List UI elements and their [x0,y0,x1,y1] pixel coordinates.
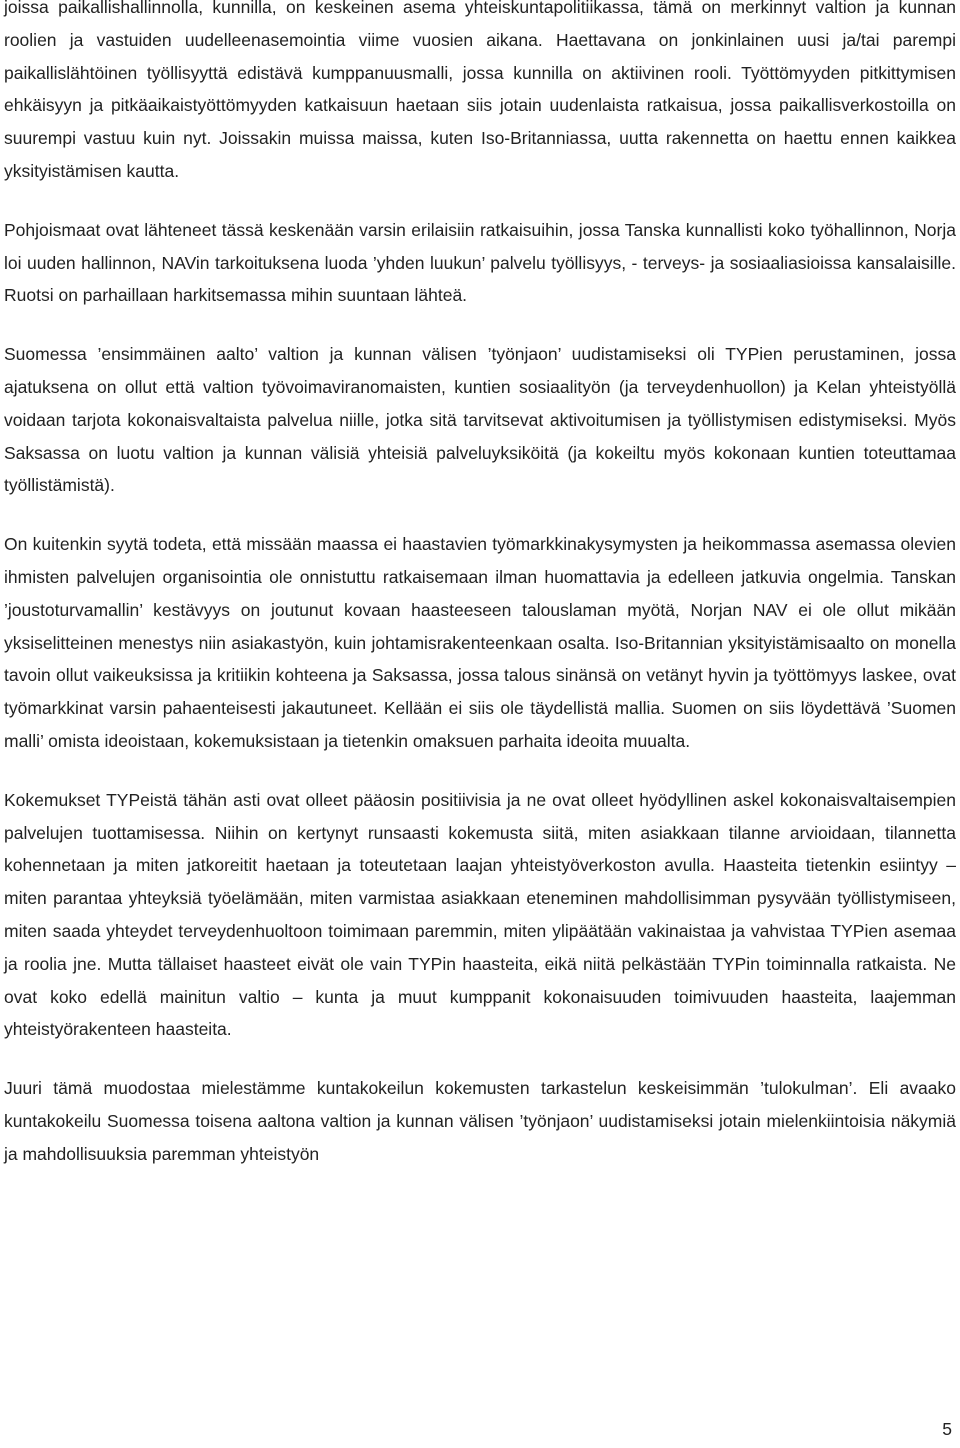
paragraph-2: Pohjoismaat ovat lähteneet tässä keskenään varsin erilaisiin ratkaisuihin, jossa Tanska kunnallisti koko työhallinnon, Norja loi uuden hallinnon, NAVin tarkoituksena luoda ’yhden luukun’ palvelu työllisyys, - terveys- ja sosiaaliasioissa kansalaisille. Ruotsi on parhaillaan harkitsemassa mihin suuntaan lähteä. [4,219,956,306]
paragraph-5: Kokemukset TYPeistä tähän asti ovat olleet pääosin positiivisia ja ne ovat olleet hyödyllinen askel kokonaisvaltaisempien palvelujen tuottamisessa. Niihin on kertynyt runsaasti kokemusta siitä, miten asiakkaan tilanne arvioidaan, tilannetta kohennetaan ja miten jatkoreitit haetaan ja toteutetaan laajan yhteistyöverkoston avulla. Haasteita tietenkin esiintyy – miten parantaa yhteyksiä työelämään, miten varmistaa asiakkaan eteneminen mahdollisimman pysyvään työllistymiseen, miten saada yhteydet terveydenhuoltoon toimimaan paremmin, miten ylipäätään vakinaistaa ja vahvistaa TYPien asemaa ja roolia jne. Mutta tällaiset haasteet eivät ole vain TYPin haasteita, eikä niitä pelkästään TYPin toiminnalla ratkaista. Ne ovat koko edellä mainitun valtio – kunta ja muut kumppanit kokonaisuuden toimivuuden haasteita, laajemman yhteistyörakenteen haasteita. [4,789,956,1040]
document-page [4,0,956,1448]
paragraph-6: Juuri tämä muodostaa mielestämme kuntakokeilun kokemusten tarkastelun keskeisimmän ’tulokulman’. Eli avaako kuntakokeilu Suomessa toisena aaltona valtion ja kunnan välisen ’työnjaon’ uudistamiseksi jotain mielenkiintoisia näkymiä ja mahdollisuuksia paremman yhteistyön [4,1078,956,1164]
page-number: 5 [942,1419,952,1439]
paragraph-1: joissa paikallishallinnolla, kunnilla, on keskeinen asema yhteiskuntapolitiikassa, tämä on merkinnyt valtion ja kunnan roolien ja vastuiden uudelleenasemointia viime vuosien aikana. Haettavana on jonkinlainen uusi ja/tai parempi paikallislähtöinen työllisyyttä edistävä kumppanuusmalli, jossa kunnilla on aktiivinen rooli. Työttömyyden pitkittymisen ehkäisyyn ja pitkäaikaistyöttömyyden katkaisuun haetaan siis jotain uudenlaista ratkaisua, jossa paikallisverkostoilla on suurempi vastuu kuin nyt. Joissakin muissa maissa, kuten Iso-Britanniassa, uutta rakennetta on haettu ennen kaikkea yksityistämisen kautta. [4,0,956,181]
paragraph-4: On kuitenkin syytä todeta, että missään maassa ei haastavien työmarkkinakysymysten ja heikommassa asemassa olevien ihmisten palvelujen organisointia ole onnistuttu ratkaisemaan ilman huomattavia ja edelleen jatkuvia ongelmia. Tanskan ’joustoturvamallin’ kestävyys on joutunut kovaan haasteeseen talouslaman myötä, Norjan NAV ei ole ollut mikään yksiselitteinen menestys niin asiakastyön, kuin johtamisrakenteenkaan osalta. Iso-Britannian yksityistämisaalto on monella tavoin ollut vaikeuksissa ja kritiikin kohteena ja Saksassa, jossa talous sinänsä on vetänyt hyvin ja työttömyys laskee, ovat työmarkkinat varsin pahaenteisesti jakautuneet. Kellään ei siis ole täydellistä mallia. Suomen on siis löydettävä ’Suomen malli’ omista ideoistaan, kokemuksistaan ja tietenkin omaksuen parhaita ideoita muualta. [4,534,956,751]
paragraph-3: Suomessa ’ensimmäinen aalto’ valtion ja kunnan välisen ’työnjaon’ uudistamiseksi oli TYPien perustaminen, jossa ajatuksena on ollut että valtion työvoimaviranomaisten, kuntien sosiaalityön (ja terveydenhuollon) ja Kelan yhteistyöllä voidaan tarjota kokonaisvaltaista palvelua niille, jotka sitä tarvitsevat aktivoitumisen ja työllistymisen edistymiseksi. Myös Saksassa on luotu valtion ja kunnan välisiä yhteisiä palveluyksiköitä (ja kokeiltu myös kokonaan kuntien toteuttamaa työllistämistä). [4,344,956,496]
